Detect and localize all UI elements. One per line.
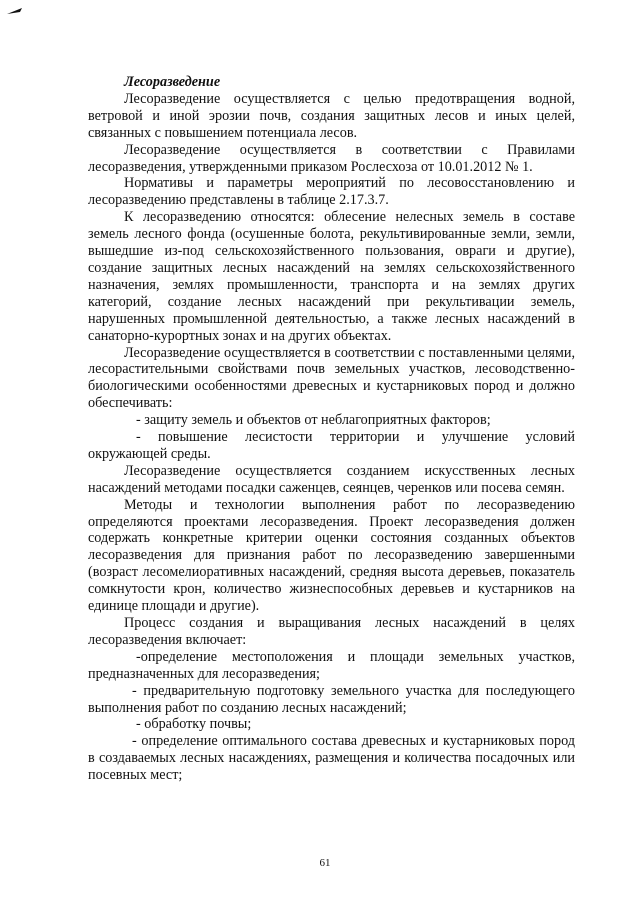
paragraph-process: Процесс создания и выращивания лесных насаждений в целях лесоразведения включает: xyxy=(88,615,575,648)
list-item-protection: - защиту земель и объектов от неблагоприятных факторов; xyxy=(136,412,491,429)
paragraph-scope: К лесоразведению относятся: облесение нелесных земель в составе земель лесного фонда (осушенные болота, рекультивированные земли, земли, вышедшие из-под сельскохозяйственного пользования, овраги и другие), создание защитных лесных насаждений на землях сельскохозяйственного назначения, землях промышленности, транспорта и на землях других категорий, создание лесных насаждений при рекультивации земель, нарушенных промышленной деятельностью, а также лесных насаждений в санаторно-курортных зонах и на других объектах. xyxy=(88,209,575,344)
list-item-composition: - определение оптимального состава древесных и кустарниковых пород в создаваемых лесных насаждениях, размещения и количества посадочных или посевных мест; xyxy=(88,733,575,784)
list-item-preparation: - предварительную подготовку земельного участка для последующего выполнения работ по созданию лесных насаждений; xyxy=(88,682,575,716)
paragraph-norms: Нормативы и параметры мероприятий по лесовосстановлению и лесоразведению представлены в таблице 2.17.3.7. xyxy=(88,175,575,209)
list-item-location: -определение местоположения и площади земельных участков, предназначенных для лесоразведения; xyxy=(88,648,575,682)
list-item-forest-cover: - повышение лесистости территории и улучшение условий окружающей среды. xyxy=(88,429,575,462)
section-heading: Лесоразведение xyxy=(124,74,221,90)
corner-mark-icon xyxy=(6,6,24,16)
paragraph-purpose: Лесоразведение осуществляется с целью предотвращения водной, ветровой и иной эрозии почв, создания защитных лесов и иных целей, связанных с повышением потенциала лесов. xyxy=(88,90,575,141)
list-item-soil: - обработку почвы; xyxy=(136,716,252,733)
paragraph-requirements: Лесоразведение осуществляется в соответствии с поставленными целями, лесорастительными свойствами почв земельных участков, лесоводственно-биологическими особенностями древесных и кустарниковых пород и должно обеспечивать: xyxy=(88,344,575,412)
page-number: 61 xyxy=(319,857,331,869)
paragraph-projects: Методы и технологии выполнения работ по лесоразведению определяются проектами лесоразведения. Проект лесоразведения должен содержать конкретные критерии оценки состояния созданных объектов лесоразведения для признания работ по лесоразведению завершенными (возраст лесомелиоративных насаждений, средняя высота деревьев, показатель сомкнутости крон, количество жизнеспособных деревьев и кустарников на единице площади и другие). xyxy=(88,496,575,615)
paragraph-methods: Лесоразведение осуществляется созданием искусственных лесных насаждений методами посадки саженцев, сеянцев, черенков или посева семян. xyxy=(88,462,575,496)
paragraph-rules: Лесоразведение осуществляется в соответствии с Правилами лесоразведения, утвержденными приказом Рослесхоза от 10.01.2012 № 1. xyxy=(88,141,575,175)
document-body xyxy=(88,74,575,784)
